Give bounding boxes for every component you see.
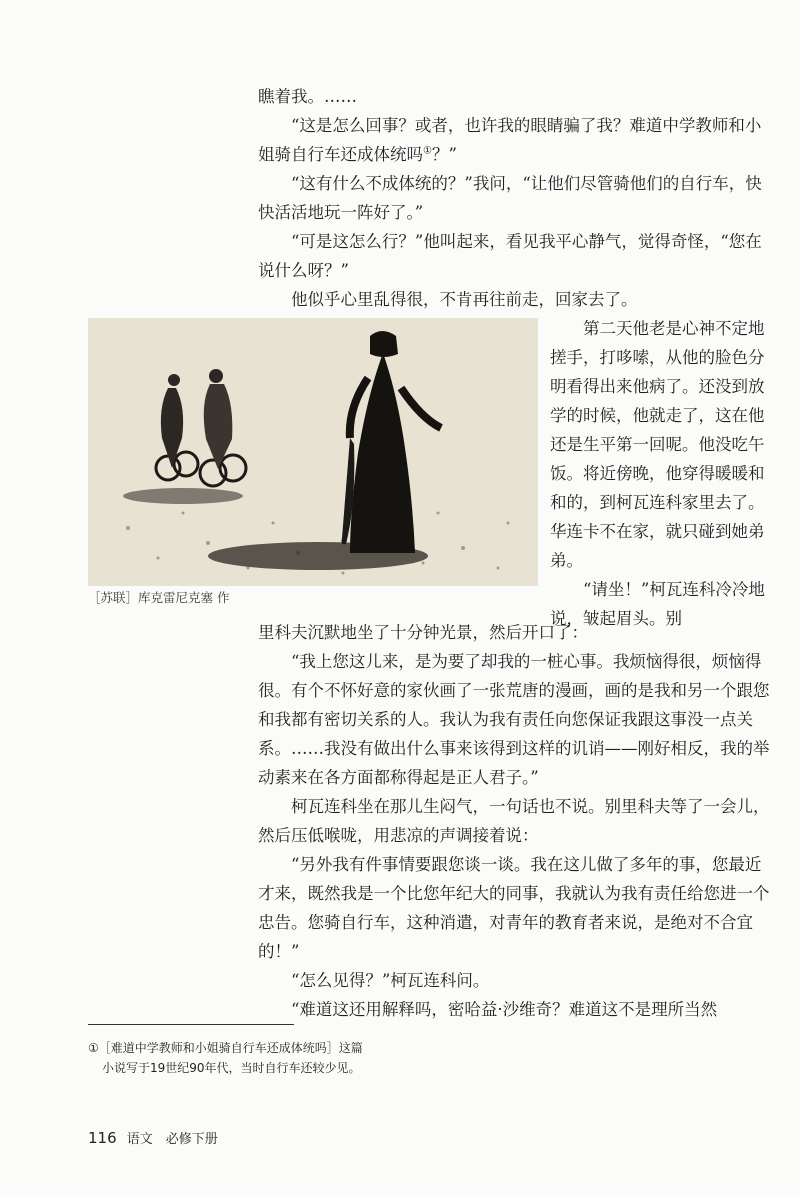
paragraph: 瞧着我。…… [258, 87, 357, 106]
illustration [88, 318, 538, 586]
footnote-divider [88, 1024, 294, 1025]
footnote-marker: ① [88, 1041, 99, 1055]
side-text-column [550, 314, 774, 633]
paragraph [258, 111, 774, 169]
illustration-drawing [88, 318, 538, 586]
footnote-line: 小说写于19世纪90年代，当时自行车还较少见。 [102, 1061, 361, 1075]
paragraph: “难道这还用解释吗，密哈益·沙维奇？难道这不是理所当然 [291, 1000, 718, 1019]
footnote-text: ［难道中学教师和小姐骑自行车还成体统吗］这篇 [98, 1041, 363, 1055]
paragraph: “可是这怎么行？”他叫起来，看见我平心静气，觉得奇怪，“您在说什么呀？” [258, 232, 762, 280]
paragraph: “怎么见得？”柯瓦连科问。 [291, 971, 490, 990]
page-footer [88, 1128, 218, 1147]
top-text-block [258, 82, 774, 314]
page-number: 116 [88, 1129, 117, 1147]
paragraph: 第二天他老是心神不定地搓手，打哆嗦，从他的脸色分明看得出来他病了。还没到放学的时候，他就走了，这在他还是生平第一回呢。他没吃午饭。将近傍晚，他穿得暖暖和和的，到柯瓦连科家里去了。华连卡不在家，就只碰到她弟弟。 [550, 319, 765, 570]
book-title: 语文 必修下册 [126, 1132, 218, 1147]
paragraph-text: ？” [431, 145, 457, 164]
paragraph: 柯瓦连科坐在那儿生闷气，一句话也不说。别里科夫等了一会儿，然后压低喉咙，用悲凉的声调接着说： [258, 797, 770, 845]
paragraph-text: “这是怎么回事？或者，也许我的眼睛骗了我？难道中学教师和小姐骑自行车还成体统吗 [258, 116, 762, 164]
illustration-caption: ［苏联］库克雷尼克塞 作 [88, 590, 230, 605]
paragraph: “另外我有件事情要跟您谈一谈。我在这儿做了多年的事，您最近才来，既然我是一个比您年纪大的同事，我就认为我有责任给您进一个忠告。您骑自行车，这种消遣，对青年的教育者来说，是绝对不合宜的！” [258, 855, 770, 961]
paragraph: “这有什么不成体统的？”我问，“让他们尽管骑他们的自行车，快快活活地玩一阵好了。” [258, 174, 762, 222]
paragraph: “请坐！”柯瓦连科冷冷地说，皱起眉头。别 [550, 580, 765, 628]
footnote-line [88, 1038, 648, 1058]
paragraph: “我上您这儿来，是为要了却我的一桩心事。我烦恼得很，烦恼得很。有个不怀好意的家伙画了一张荒唐的漫画，画的是我和另一个跟您和我都有密切关系的人。我认为我有责任向您保证我跟这事没一点关系。……我没有做出什么事来该得到这样的讥诮——刚好相反，我的举动素来在各方面都称得起是正人君子。” [258, 652, 770, 787]
paragraph: 他似乎心里乱得很，不肯再往前走，回家去了。 [291, 290, 638, 309]
paragraph: 里科夫沉默地坐了十分钟光景，然后开口了： [258, 623, 588, 642]
footnote-ref[interactable]: ① [423, 145, 432, 157]
footnote [88, 1038, 648, 1078]
main-text-block [258, 618, 774, 1024]
